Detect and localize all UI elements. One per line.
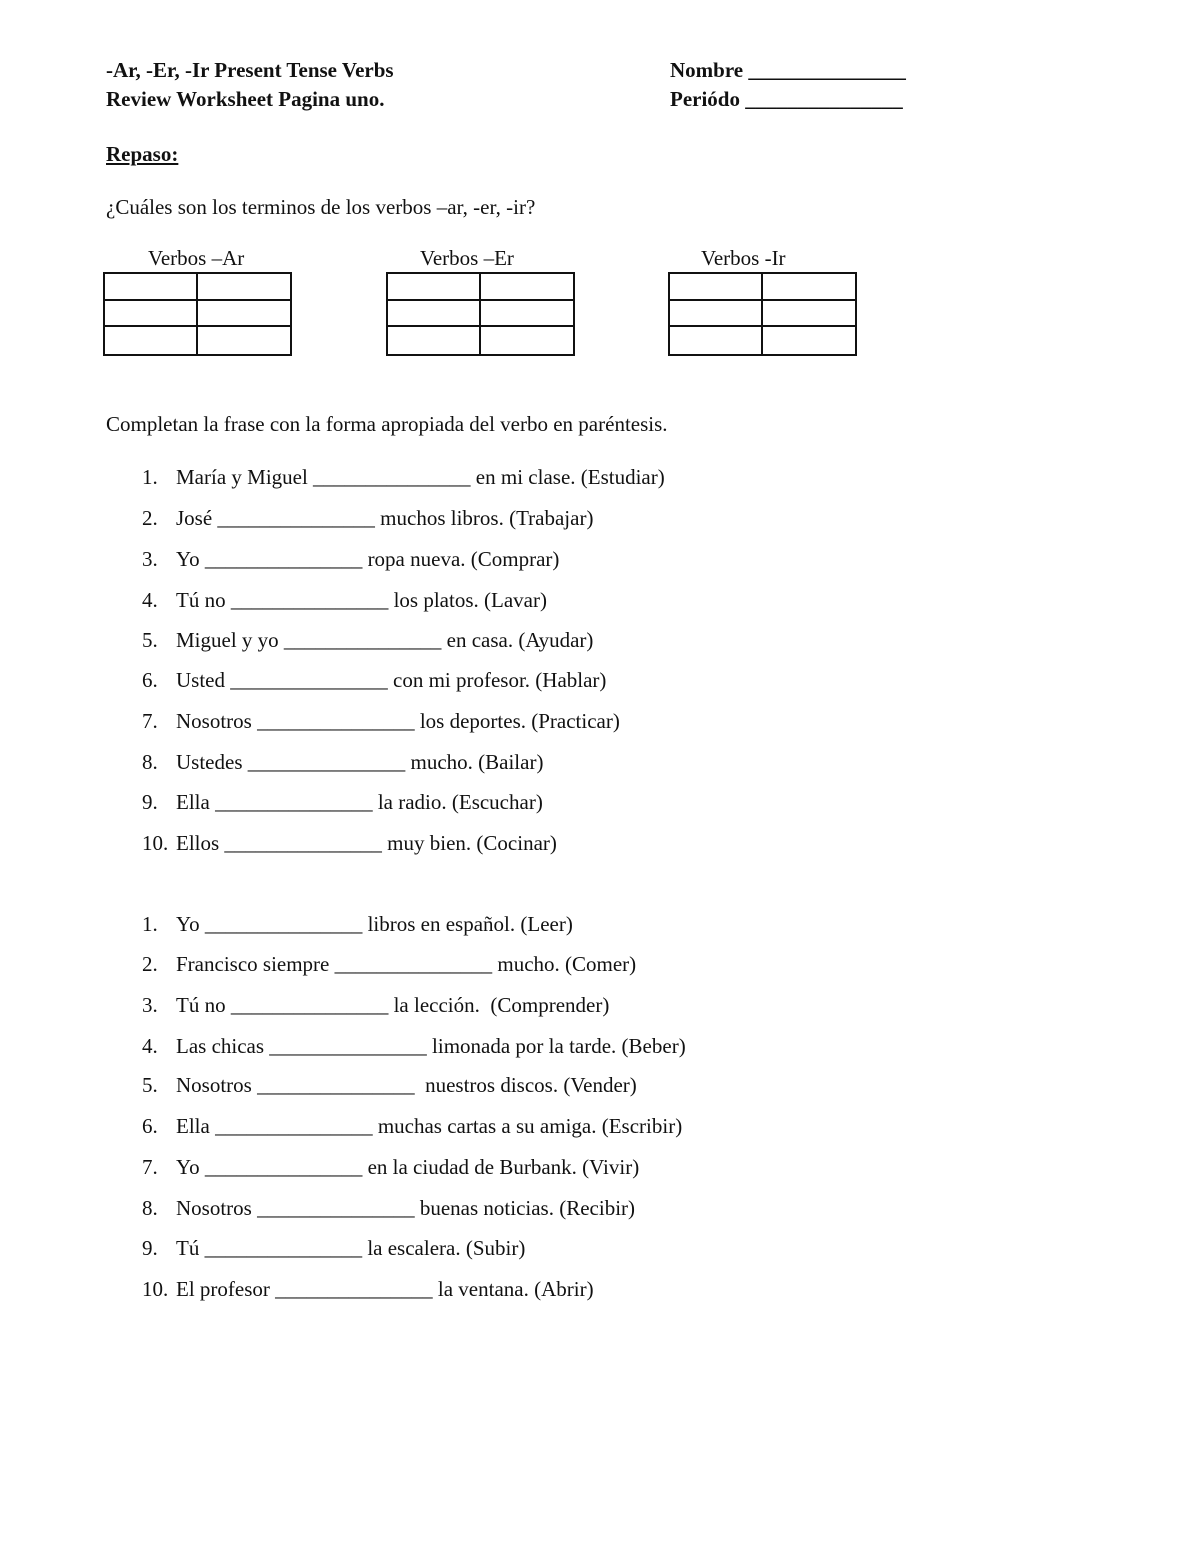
item-text: Nosotros _______________ nuestros discos. (Vender) bbox=[176, 1073, 637, 1097]
item-text: Nosotros _______________ los deportes. (Practicar) bbox=[176, 709, 620, 733]
item-text: Las chicas _______________ limonada por la tarde. (Beber) bbox=[176, 1034, 686, 1058]
list-item bbox=[142, 954, 636, 975]
list-item bbox=[142, 711, 620, 732]
table-cell bbox=[670, 274, 763, 301]
er-table-label: Verbos –Er bbox=[420, 246, 514, 270]
list-item bbox=[142, 1198, 635, 1219]
table-cell bbox=[481, 274, 574, 301]
ir-table-label: Verbos -Ir bbox=[701, 246, 786, 270]
list-item bbox=[142, 1116, 682, 1137]
item-number: 1. bbox=[142, 465, 158, 489]
er-endings-table bbox=[386, 272, 575, 356]
ar-table-label: Verbos –Ar bbox=[148, 246, 245, 270]
table-cell bbox=[481, 327, 574, 354]
table-cell bbox=[388, 301, 481, 328]
item-text: Usted _______________ con mi profesor. (Hablar) bbox=[176, 668, 607, 692]
list-item bbox=[142, 995, 609, 1016]
nombre-field: Nombre _______________ bbox=[670, 58, 906, 82]
item-number: 1. bbox=[142, 912, 158, 936]
list-item bbox=[142, 752, 543, 773]
item-number: 5. bbox=[142, 628, 158, 652]
item-number: 6. bbox=[142, 1114, 158, 1138]
item-number: 10. bbox=[142, 1277, 169, 1301]
table-cell bbox=[198, 327, 291, 354]
table-cell bbox=[763, 327, 856, 354]
list-item bbox=[142, 630, 593, 651]
item-text: Tú no _______________ la lección. (Comprender) bbox=[176, 993, 610, 1017]
list-item bbox=[142, 549, 559, 570]
item-number: 3. bbox=[142, 547, 158, 571]
item-text: Ellos _______________ muy bien. (Cocinar) bbox=[176, 831, 557, 855]
list-item bbox=[142, 670, 606, 691]
ar-endings-table bbox=[103, 272, 292, 356]
item-number: 10. bbox=[142, 831, 169, 855]
item-text: Tú no _______________ los platos. (Lavar) bbox=[176, 588, 547, 612]
repaso-heading: Repaso: bbox=[106, 142, 179, 166]
repaso-question: ¿Cuáles son los terminos de los verbos –ar, -er, -ir? bbox=[106, 195, 536, 219]
list-item bbox=[142, 833, 557, 854]
item-text: Yo _______________ ropa nueva. (Comprar) bbox=[176, 547, 560, 571]
list-item bbox=[142, 914, 573, 935]
item-number: 7. bbox=[142, 1155, 158, 1179]
table-cell bbox=[105, 274, 198, 301]
instructions: Completan la frase con la forma apropiada del verbo en paréntesis. bbox=[106, 412, 668, 436]
item-text: Nosotros _______________ buenas noticias. (Recibir) bbox=[176, 1196, 636, 1220]
table-cell bbox=[670, 301, 763, 328]
table-cell bbox=[481, 301, 574, 328]
ir-endings-table bbox=[668, 272, 857, 356]
item-number: 7. bbox=[142, 709, 158, 733]
table-cell bbox=[763, 301, 856, 328]
item-text: Ella _______________ muchas cartas a su amiga. (Escribir) bbox=[176, 1114, 683, 1138]
item-number: 9. bbox=[142, 790, 158, 814]
item-number: 4. bbox=[142, 588, 158, 612]
item-text: María y Miguel _______________ en mi clase. (Estudiar) bbox=[176, 465, 665, 489]
table-cell bbox=[198, 274, 291, 301]
table-cell bbox=[763, 274, 856, 301]
table-cell bbox=[105, 301, 198, 328]
item-number: 2. bbox=[142, 952, 158, 976]
item-text: Francisco siempre _______________ mucho. (Comer) bbox=[176, 952, 637, 976]
item-number: 2. bbox=[142, 506, 158, 530]
item-number: 3. bbox=[142, 993, 158, 1017]
item-number: 6. bbox=[142, 668, 158, 692]
periodo-field: Periódo _______________ bbox=[670, 87, 903, 111]
item-text: Yo _______________ en la ciudad de Burbank. (Vivir) bbox=[176, 1155, 640, 1179]
item-text: Ella _______________ la radio. (Escuchar) bbox=[176, 790, 543, 814]
list-item bbox=[142, 467, 665, 488]
list-item bbox=[142, 1157, 639, 1178]
list-item bbox=[142, 1238, 525, 1259]
table-cell bbox=[198, 301, 291, 328]
item-text: José _______________ muchos libros. (Trabajar) bbox=[176, 506, 594, 530]
item-number: 8. bbox=[142, 1196, 158, 1220]
worksheet-title: -Ar, -Er, -Ir Present Tense Verbs bbox=[106, 58, 394, 82]
worksheet-subtitle: Review Worksheet Pagina uno. bbox=[106, 87, 385, 111]
list-item bbox=[142, 1279, 594, 1300]
item-number: 5. bbox=[142, 1073, 158, 1097]
list-item bbox=[142, 508, 593, 529]
list-item bbox=[142, 590, 547, 611]
item-text: Tú _______________ la escalera. (Subir) bbox=[176, 1236, 526, 1260]
table-cell bbox=[670, 327, 763, 354]
item-number: 4. bbox=[142, 1034, 158, 1058]
list-item bbox=[142, 1075, 637, 1096]
item-text: El profesor _______________ la ventana. (Abrir) bbox=[176, 1277, 594, 1301]
list-item bbox=[142, 792, 543, 813]
item-text: Miguel y yo _______________ en casa. (Ayudar) bbox=[176, 628, 594, 652]
item-number: 8. bbox=[142, 750, 158, 774]
table-cell bbox=[388, 327, 481, 354]
list-item bbox=[142, 1036, 686, 1057]
item-text: Yo _______________ libros en español. (Leer) bbox=[176, 912, 573, 936]
table-cell bbox=[388, 274, 481, 301]
item-text: Ustedes _______________ mucho. (Bailar) bbox=[176, 750, 544, 774]
table-cell bbox=[105, 327, 198, 354]
item-number: 9. bbox=[142, 1236, 158, 1260]
